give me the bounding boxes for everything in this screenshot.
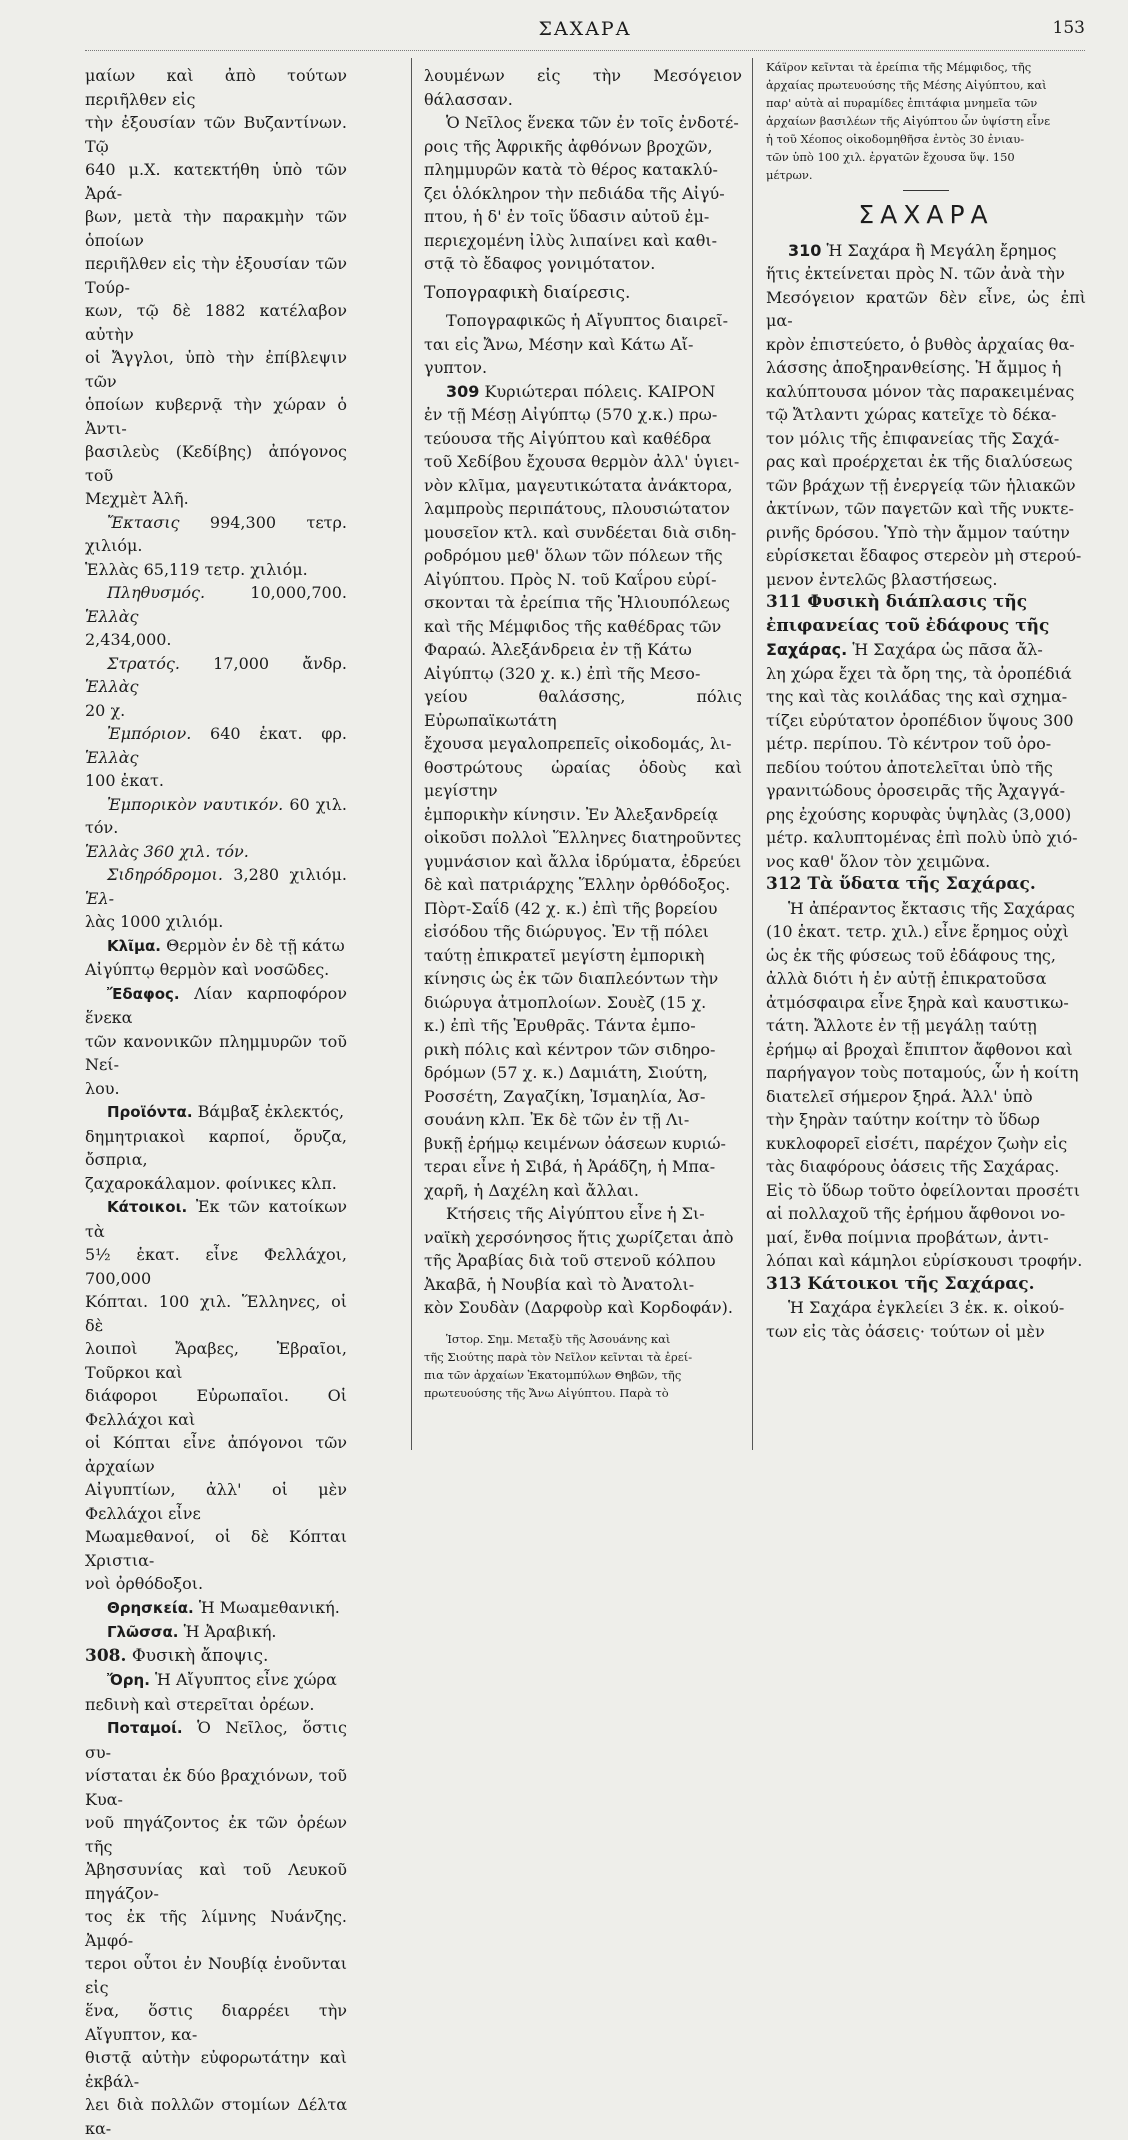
text-line: Φαραώ. Ἀλεξάνδρεια ἐν τῇ Κάτω xyxy=(424,640,692,659)
text-line: γείου θαλάσσης, πόλις Εὐρωπαϊκωτάτη xyxy=(424,687,742,730)
text-line: τῷ Ἄτλαντι χώρας κατεῖχε τὸ δέκα- xyxy=(766,405,1057,424)
text-line: λη χώρα ἔχει τὰ ὄρη της, τὰ ὀροπέδιά xyxy=(766,663,1072,683)
text-line: νὸν κλῖμα, μαγευτικώτατα ἀνάκτορα, xyxy=(424,475,733,495)
text-line: σκονται τὰ ἐρείπια τῆς Ἡλιουπόλεως xyxy=(424,593,730,612)
text-line: Κτήσεις τῆς Αἰγύπτου εἶνε ἡ Σι- xyxy=(446,1204,705,1223)
text-line: ρικὴ πόλις καὶ κέντρον τῶν σιδηρο- xyxy=(424,1039,716,1059)
text-line: τεροι οὗτοι ἐν Νουβίᾳ ἑνοῦνται εἰς xyxy=(85,1954,347,1997)
topography-heading: Τοπογραφικὴ διαίρεσις. xyxy=(424,282,631,303)
stat-population: Πληθυσμός. 10,000,700. Ἑλλὰς xyxy=(85,583,347,626)
text-line: τεύουσα τῆς Αἰγύπτου καὶ καθέδρα xyxy=(424,428,712,448)
text-line: ζαχαροκάλαμον. φοίνικες κλπ. xyxy=(85,1173,337,1193)
text-line: ὁποίων κυβερνᾷ τὴν χώραν ὁ Ἀντι- xyxy=(85,395,347,438)
text-line: ται εἰς Ἄνω, Μέσην καὶ Κάτω Αἴ- xyxy=(424,334,694,354)
text-line: ροις τῆς Ἀφρικῆς ἀφθόνων βροχῶν, xyxy=(424,136,713,156)
note-line: τῆς Σιούτης παρὰ τὸν Νεῖλον κεῖνται τὰ ἐρεί- xyxy=(424,1349,693,1364)
climate-entry: Κλῖμα. Θερμὸν ἐν δὲ τῇ κάτω xyxy=(107,935,345,955)
historical-note-continued xyxy=(766,58,1086,191)
text-line: κίνησις ὡς ἐκ τῶν διαπλεόντων τὴν xyxy=(424,969,719,988)
stat-railways: Σιδηρόδρομοι. 3,280 χιλιόμ. Ἑλ- xyxy=(85,865,347,908)
soil-entry: Ἔδαφος. Λίαν καρποφόρον ἕνεκα xyxy=(85,983,347,1027)
text-line: ἕνα, ὅστις διαρρέει τὴν Αἴγυπτον, κα- xyxy=(85,2001,347,2044)
text-line: μαί, ἔνθα ποίμνια προβάτων, ἀντι- xyxy=(766,1227,1049,1247)
stat-railways-greece: λὰς 1000 χιλιόμ. xyxy=(85,912,224,931)
text-line: τοῦ Χεδίβου ἔχουσα θερμὸν ἀλλ' ὑγιει- xyxy=(424,452,740,471)
text-line: λει διὰ πολλῶν στομίων Δέλτα κα- xyxy=(85,2095,347,2138)
mountains-entry: Ὄρη. Ἡ Αἴγυπτος εἶνε χώρα xyxy=(107,1670,337,1689)
stat-trade: Ἐμπόριον. 640 ἑκατ. φρ. Ἑλλὰς xyxy=(85,724,347,767)
text-line: Ροσσέτη, Ζαγαζίκη, Ἰσμαηλία, Ἀσ- xyxy=(424,1086,706,1106)
text-line: περιεχομένη ἰλὺς λιπαίνει καὶ καθι- xyxy=(424,230,718,250)
note-line: Κάϊρον κεῖνται τὰ ἐρείπια τῆς Μέμφιδος, τῆς xyxy=(766,60,1032,74)
stat-population-greece: 2,434,000. xyxy=(85,630,172,649)
text-line: Ἀκαβᾶ, ἡ Νουβία καὶ τὸ Ἀνατολι- xyxy=(424,1274,695,1294)
text-line: Αἰγύπτῳ θερμὸν καὶ νοσῶδες. xyxy=(85,960,330,979)
note-line: ἀρχαίας πρωτευούσης τῆς Μέσης Αἰγύπτου, καὶ xyxy=(766,78,1047,92)
stat-fleet: Ἐμπορικὸν ναυτικόν. 60 χιλ. τόν. xyxy=(85,794,348,837)
text-line: Κόπται. 100 χιλ. Ἕλληνες, οἱ δὲ xyxy=(85,1292,347,1335)
note-line: ἡ τοῦ Χέοπος οἰκοδομηθῆσα ἐντὸς 30 ἐνιαυ- xyxy=(766,132,1025,146)
text-line: ἀλλὰ διότι ἡ ἐν αὐτῇ ἐπικρατοῦσα xyxy=(766,969,1047,988)
text-line: βυκῇ ἐρήμῳ κειμένων ὀάσεων κυριώ- xyxy=(424,1133,726,1153)
text-line: Αἰγύπτου. Πρὸς Ν. τοῦ Καΐρου εὑρί- xyxy=(424,569,717,589)
section-313-heading: 313 Κάτοικοι τῆς Σαχάρας. xyxy=(766,1273,1035,1294)
text-line: Αἰγυπτίων, ἀλλ' οἱ μὲν Φελλάχοι εἶνε xyxy=(85,1480,347,1523)
text-line: πτου, ἡ δ' ἐν τοῖς ὕδασιν αὐτοῦ ἐμ- xyxy=(424,207,710,226)
text-line: μενον ἐντελῶς βλαστήσεως. xyxy=(766,569,998,589)
text-line: Πὸρτ-Σαΐδ (42 χ. κ.) ἐπὶ τῆς βορείου xyxy=(424,898,718,918)
note-line: πρωτευούσης τῆς Ἄνω Αἰγύπτου. Παρὰ τὸ xyxy=(424,1385,669,1400)
text-line: Εἰς τὸ ὕδωρ τοῦτο ὀφείλονται προσέτι xyxy=(766,1180,1081,1200)
section-heading-308: 308. Φυσικὴ ἄποψις. xyxy=(85,1645,269,1666)
text-line: λάσσης ἀποξηρανθείσης. Ἡ ἄμμος ἡ xyxy=(766,358,1062,377)
text-line: γρανιτώδους ὀροσειρᾶς τῆς Ἀχαγγά- xyxy=(766,781,1065,800)
text-line: εὑρίσκεται ἔδαφος στερεὸν μὴ στερού- xyxy=(766,546,1082,565)
page-number: 153 xyxy=(1052,18,1085,38)
text-line: δρόμων (57 χ. κ.) Δαμιάτη, Σιούτη, xyxy=(424,1063,708,1082)
text-line: οἱ Κόπται εἶνε ἀπόγονοι τῶν ἀρχαίων xyxy=(85,1433,347,1476)
text-line: πεδίου τούτου ἀποτελεῖται ὑπὸ τῆς xyxy=(766,757,1053,777)
religion-entry: Θρησκεία. Ἡ Μωαμεθανική. xyxy=(107,1597,340,1617)
text-line: ἀτμόσφαιρα εἶνε ξηρὰ καὶ καυστικω- xyxy=(766,992,1069,1012)
section-311-heading: 311 Φυσικὴ διάπλασις τῆς xyxy=(766,592,1028,612)
text-line: Μεχμὲτ Ἀλῆ. xyxy=(85,489,189,508)
text-line: διατελεῖ σήμερον ξηρά. Ἀλλ' ὑπὸ xyxy=(766,1086,1033,1106)
text-line: νος καθ' ὅλον τὸν χειμῶνα. xyxy=(766,851,991,871)
text-line: μέτρ. καλυπτομένας ἐπὶ πολὺ ὑπὸ χιό- xyxy=(766,828,1078,847)
stat-army-greece: 20 χ. xyxy=(85,700,126,720)
text-line: διάφοροι Εὐρωπαῖοι. Οἱ Φελλάχοι καὶ xyxy=(85,1386,347,1429)
text-line: τὰς διαφόρους ὀάσεις τῆς Σαχάρας. xyxy=(766,1157,1060,1176)
text-line: Μωαμεθανοί, οἱ δὲ Κόπται Χριστια- xyxy=(85,1527,347,1570)
text-line: αἱ πολλαχοῦ τῆς ἐρήμου ἄφθονοι νο- xyxy=(766,1204,1066,1223)
section-312-heading: 312 Τὰ ὕδατα τῆς Σαχάρας. xyxy=(766,874,1036,894)
text-line: θοστρώτους ὡραίας ὁδοὺς καὶ μεγίστην xyxy=(424,757,742,800)
stat-army: Στρατός. 17,000 ἄνδρ. Ἑλλὰς xyxy=(85,653,347,696)
text-line: γυπτον. xyxy=(424,358,488,377)
text-line: ρης ἐχούσης κορυφὰς ὑψηλὰς (3,000) xyxy=(766,804,1072,824)
text-line: τῶν κανονικῶν πλημμυρῶν τοῦ Νεί- xyxy=(85,1031,347,1074)
text-line: της καὶ τὰς κοιλάδας της καὶ σχημα- xyxy=(766,687,1068,706)
running-title: ΣΑΧΑΡΑ xyxy=(538,18,632,40)
note-line: τῶν ὑπὸ 100 χιλ. ἐργατῶν ἔχουσα ὕψ. 150 xyxy=(766,150,1015,164)
text-line: πλημμυρῶν κατὰ τὸ θέρος κατακλύ- xyxy=(424,160,718,179)
section-309: 309 Κυριώτεραι πόλεις. ΚΑΙΡΟΝ xyxy=(446,381,716,401)
text-line: κρὸν ἐπιστεύετο, ὁ βυθὸς ἀρχαίας θα- xyxy=(766,334,1075,354)
text-line: τῆς Ἀραβίας διὰ τοῦ στενοῦ κόλπου xyxy=(424,1251,716,1270)
column-right xyxy=(766,60,1086,1343)
text-line: καλύπτουσα μόνον τὰς παρακειμένας xyxy=(766,381,1075,401)
page-header xyxy=(85,18,1085,48)
text-line: τίζει εὐρύτατον ὀροπέδιον ὕψους 300 xyxy=(766,710,1074,730)
text-line: ταύτῃ ἐπικρατεῖ μεγίστη ἐμπορικὴ xyxy=(424,945,705,965)
text-line: Τοπογραφικῶς ἡ Αἴγυπτος διαιρεῖ- xyxy=(446,311,728,330)
text-line: θιστᾷ αὐτὴν εὐφορωτάτην καὶ ἐκβάλ- xyxy=(85,2048,347,2091)
stat-area-greece: Ἑλλὰς 65,119 τετρ. χιλιόμ. xyxy=(85,559,308,579)
historical-note xyxy=(424,1330,742,1402)
text-line: κυκλοφορεῖ εἰσέτι, παρέχον ζωὴν εἰς xyxy=(766,1133,1068,1153)
text-line: ἀκτίνων, τῶν παγετῶν καὶ τῆς νυκτε- xyxy=(766,499,1074,518)
text-line: λαμπροὺς περιπάτους, πλουσιώτατον xyxy=(424,499,730,518)
note-line: Ἱστορ. Σημ. Μεταξὺ τῆς Ἀσουάνης καὶ xyxy=(446,1331,671,1346)
text-line: Ἀβησσυνίας καὶ τοῦ Λευκοῦ πηγάζον- xyxy=(85,1860,347,1903)
text-line: βων, μετὰ τὴν παρακμὴν τῶν ὁποίων xyxy=(85,207,347,250)
note-line: μέτρων. xyxy=(766,168,813,182)
text-line: κὸν Σουδὰν (Δαρφοὺρ καὶ Κορδοφάν). xyxy=(424,1298,733,1317)
inhabitants-entry: Κάτοικοι. Ἐκ τῶν κατοίκων τὰ xyxy=(85,1197,347,1241)
text-line: τάτη. Ἄλλοτε ἐν τῇ μεγάλῃ ταύτῃ xyxy=(766,1016,1037,1035)
text-line: ρινῆς δρόσου. Ὑπὸ τὴν ἄμμον ταύτην xyxy=(766,522,1070,542)
text-line: μαίων καὶ ἀπὸ τούτων περιῆλθεν εἰς xyxy=(85,66,347,109)
note-line: πια τῶν ἀρχαίων Ἑκατομπύλων Θηβῶν, τῆς xyxy=(424,1367,682,1382)
text-line: ζει ὁλόκληρον τὴν πεδιάδα τῆς Αἰγύ- xyxy=(424,183,725,203)
text-line: οἱ Ἄγγλοι, ὑπὸ τὴν ἐπίβλεψιν τῶν xyxy=(85,348,347,391)
text-line: Ἡ ἀπέραντος ἔκτασις τῆς Σαχάρας xyxy=(788,898,1075,918)
text-line: δημητριακοὶ καρποί, ὄρυζα, ὄσπρια, xyxy=(85,1126,347,1169)
section-311-start: Σαχάρας. Ἡ Σαχάρα ὡς πᾶσα ἄλ- xyxy=(766,640,1043,659)
text-line: ἥτις ἐκτείνεται πρὸς Ν. τῶν ἀνὰ τὴν xyxy=(766,264,1065,283)
text-line: εἰσόδου τῆς διώρυγος. Ἐν τῇ πόλει xyxy=(424,922,709,941)
text-line: τεραι εἶνε ἡ Σιβά, ἡ Ἀράδζη, ἡ Μπα- xyxy=(424,1157,716,1176)
text-line: καὶ τῆς Μέμφιδος τῆς καθέδρας τῶν xyxy=(424,616,722,636)
text-line: τος ἐκ τῆς λίμνης Νυάνζης. Ἀμφό- xyxy=(85,1907,347,1950)
text-line: λου. xyxy=(85,1078,120,1098)
text-line: λουμένων εἰς τὴν Μεσόγειον θάλασσαν. xyxy=(424,66,742,109)
stat-area: Ἔκτασις 994,300 τετρ. χιλιόμ. xyxy=(85,512,347,555)
text-line: Ὁ Νεῖλος ἕνεκα τῶν ἐν τοῖς ἐνδοτέ- xyxy=(446,113,739,132)
text-line: διώρυγα ἀτμοπλοίων. Σουὲζ (15 χ. xyxy=(424,992,707,1012)
products-entry: Προϊόντα. Βάμβαξ ἐκλεκτός, xyxy=(107,1102,345,1121)
text-line: Αἰγύπτῳ (320 χ. κ.) ἐπὶ τῆς Μεσο- xyxy=(424,663,701,683)
text-line: παρήγαγον τοὺς ποταμούς, ὧν ἡ κοίτη xyxy=(766,1063,1079,1082)
text-line: τὴν ἐξουσίαν τῶν Βυζαντίνων. Τῷ xyxy=(85,113,347,156)
text-line: νίσταται ἐκ δύο βραχιόνων, τοῦ Κυα- xyxy=(85,1766,347,1809)
short-divider xyxy=(903,190,949,191)
text-line: νοῦ πηγάζοντος ἐκ τῶν ὀρέων τῆς xyxy=(85,1813,347,1856)
text-line: πεδινὴ καὶ στερεῖται ὀρέων. xyxy=(85,1694,315,1714)
column-divider xyxy=(752,58,753,1450)
text-line: ἐρήμῳ αἱ βροχαὶ ἔπιπτον ἄφθονοι καὶ xyxy=(766,1039,1073,1059)
note-line: παρ' αὐτὰ αἱ πυραμίδες ἐπιτάφια μνημεῖα τῶν xyxy=(766,96,1038,110)
text-line: μέτρ. περίπου. Τὸ κέντρον τοῦ ὀρο- xyxy=(766,734,1052,753)
column-divider xyxy=(411,58,412,1450)
language-entry: Γλῶσσα. Ἡ Ἀραβική. xyxy=(107,1622,277,1641)
text-line: σουάνη κλπ. Ἐκ δὲ τῶν ἐν τῇ Λι- xyxy=(424,1110,690,1129)
text-line: 5½ ἑκατ. εἶνε Φελλάχοι, 700,000 xyxy=(85,1245,347,1288)
column-middle xyxy=(424,64,742,1402)
text-line: ἐν τῇ Μέσῃ Αἰγύπτῳ (570 χ.κ.) πρω- xyxy=(424,405,718,424)
text-line: ἐμπορικὴν κίνησιν. Ἐν Ἀλεξανδρείᾳ xyxy=(424,804,719,824)
rivers-entry: Ποταμοί. Ὁ Νεῖλος, ὅστις συ- xyxy=(85,1718,347,1762)
text-line: μουσεῖον κτλ. καὶ συνδέεται διὰ σιδη- xyxy=(424,522,737,542)
text-line: ὡς ἐκ τῆς φύσεως τοῦ ἐδάφους της, xyxy=(766,945,1056,965)
text-line: (10 ἑκατ. τετρ. χιλ.) εἶνε ἔρημος οὐχὶ xyxy=(766,922,1069,941)
text-line: λόπαι καὶ κάμηλοι εὑρίσκουσι τροφήν. xyxy=(766,1251,1083,1270)
text-line: δὲ καὶ πατριάρχης Ἕλλην ὀρθόδοξος. xyxy=(424,875,731,894)
section-310: 310 Ἡ Σαχάρα ἢ Μεγάλη ἔρημος xyxy=(788,240,1057,260)
text-line: βασιλεὺς (Κεδίβης) ἀπόγονος τοῦ xyxy=(85,442,347,485)
text-line: περιῆλθεν εἰς τὴν ἐξουσίαν τῶν Τούρ- xyxy=(85,254,347,297)
text-line: στᾷ τὸ ἔδαφος γονιμότατον. xyxy=(424,254,656,273)
section-311-heading: ἐπιφανείας τοῦ ἐδάφους τῆς xyxy=(766,615,1050,636)
note-line: ἀρχαίων βασιλέων τῆς Αἰγύπτου ὧν ὑψίστη εἶνε xyxy=(766,114,1051,128)
text-line: ἔχουσα μεγαλοπρεπεῖς οἰκοδομάς, λι- xyxy=(424,734,732,753)
stat-trade-greece: 100 ἑκατ. xyxy=(85,771,164,790)
stat-fleet-greece: Ἑλλὰς 360 χιλ. τόν. xyxy=(85,841,249,861)
text-line: Ἡ Σαχάρα ἐγκλείει 3 ἑκ. κ. οἰκού- xyxy=(788,1298,1065,1317)
text-line: ρας καὶ προέρχεται ἐκ τῆς διαλύσεως xyxy=(766,452,1073,471)
text-line: των εἰς τὰς ὀάσεις· τούτων οἱ μὲν xyxy=(766,1321,1045,1341)
text-line: τον μόλις τῆς ἐπιφανείας τῆς Σαχά- xyxy=(766,428,1060,448)
text-line: οἰκοῦσι πολλοὶ Ἕλληνες διατηροῦντες xyxy=(424,828,742,847)
text-line: κων, τῷ δὲ 1882 κατέλαβον αὐτὴν xyxy=(85,301,347,344)
column-left xyxy=(85,64,347,2140)
text-line: τῶν βράχων τῇ ἐνεργείᾳ τῶν ἡλιακῶν xyxy=(766,475,1076,495)
text-line: λοιποὶ Ἄραβες, Ἑβραῖοι, Τοῦρκοι καὶ xyxy=(85,1339,347,1382)
text-line: τὴν ξηρὰν ταύτην κοίτην τὸ ὕδωρ xyxy=(766,1110,1040,1129)
text-line: χαρῆ, ἡ Δαχέλη καὶ ἄλλαι. xyxy=(424,1180,639,1200)
header-rule xyxy=(85,50,1085,51)
text-line: νοὶ ὀρθόδοξοι. xyxy=(85,1574,204,1593)
text-line: ροδρόμου μεθ' ὅλων τῶν πόλεων τῆς xyxy=(424,546,723,565)
text-line: 640 μ.Χ. κατεκτήθη ὑπὸ τῶν Ἀρά- xyxy=(85,160,347,203)
text-line: κ.) ἐπὶ τῆς Ἐρυθρᾶς. Τάντα ἐμπο- xyxy=(424,1016,696,1035)
text-line: Μεσόγειον κρατῶν δὲν εἶνε, ὡς ἐπὶ μα- xyxy=(766,287,1086,330)
chapter-title: ΣΑΧΑΡΑ xyxy=(858,200,994,229)
text-line: ναϊκὴ χερσόνησος ἥτις χωρίζεται ἀπὸ xyxy=(424,1227,734,1247)
text-line: γυμνάσιον καὶ ἄλλα ἱδρύματα, ἐδρεύει xyxy=(424,851,742,871)
